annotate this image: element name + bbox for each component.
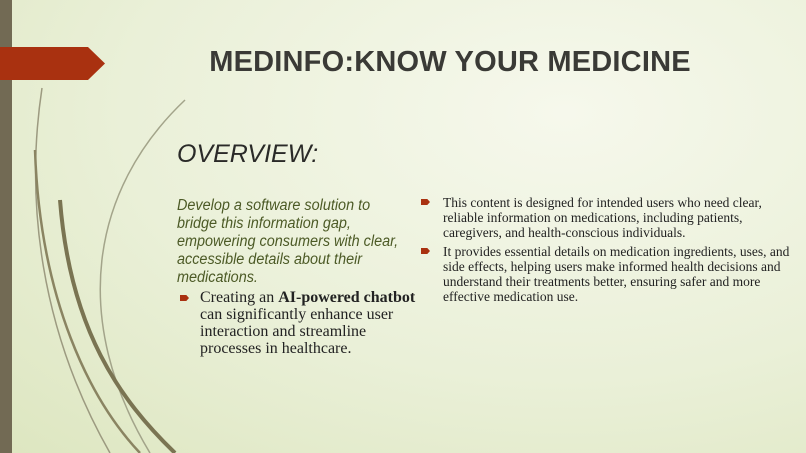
slide-title: MEDINFO:KNOW YOUR MEDICINE [209,46,691,78]
section-heading: OVERVIEW: [177,140,319,168]
arrow-bullet-icon [180,295,189,301]
bullet-bold-text: AI-powered chatbot [278,289,416,306]
bullet-text: can significantly enhance user interaction and streamline processes in healthcare. [200,306,394,357]
bullet-text: Creating an [200,289,279,306]
arrow-bullet-icon [421,248,430,254]
left-bullet [180,289,420,357]
right-bullet [421,244,791,304]
arrow-bullet-icon [421,199,430,205]
intro-text: Develop a software solution to bridge this information gap, empowering consumers with clear, accessible details about their medications. [177,197,399,286]
right-bullet [421,195,791,240]
title-arrow-shape [0,47,105,80]
bullet-text: This content is designed for intended users who need clear, reliable information on medications, including patients, caregivers, and health-conscious individuals. [443,195,762,240]
bullet-text: It provides essential details on medication ingredients, uses, and side effects, helping users make informed health decisions and understand their treatments better, ensuring safer and more effective medication use. [443,244,790,304]
